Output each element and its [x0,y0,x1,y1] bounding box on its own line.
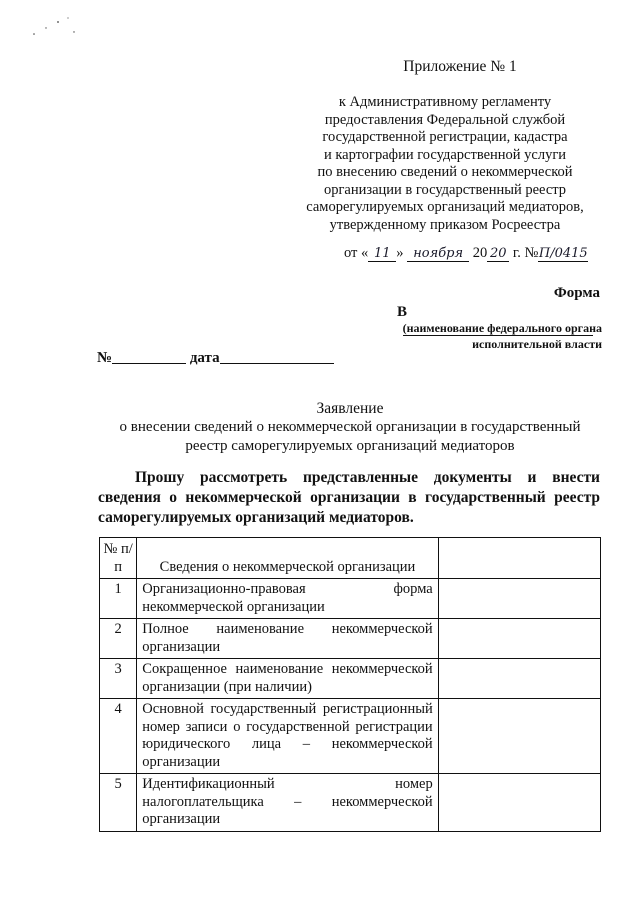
statement-subtitle [100,418,600,455]
order-month: ноября [407,246,469,262]
appendix-line: саморегулируемых организаций медиаторов, [306,199,584,215]
date-blank[interactable] [220,349,334,364]
order-day: 11 [368,246,396,262]
table-header-row [100,538,601,579]
row-value-cell[interactable] [438,699,600,774]
appendix-line: по внесению сведений о некоммерческой [317,164,573,180]
row-desc: Полное наименование некоммерческой организации [137,619,438,659]
row-desc: Основной государственный регистрационный номер записи о государственной регистрации юридического лица – некоммерческой организации [137,699,438,774]
organization-info-table [99,537,601,832]
row-value-cell[interactable] [438,774,600,832]
row-num: 1 [100,579,137,619]
addressee-prefix: В [397,304,408,320]
row-num: 2 [100,619,137,659]
table-row [100,619,601,659]
order-g: г. [512,245,521,261]
row-value-cell[interactable] [438,659,600,699]
row-desc: Организационно-правовая форма некоммерческой организации [137,579,438,619]
appendix-line: государственной регистрации, кадастра [322,129,568,145]
row-num: 4 [100,699,137,774]
table-row [100,579,601,619]
number-label: № [97,350,113,366]
addressee-hint [390,320,602,352]
table-row [100,699,601,774]
order-number: П/0415 [538,246,588,261]
appendix-title: Приложение № 1 [403,58,517,75]
row-num: 5 [100,774,137,832]
table-row [100,774,601,832]
row-desc: Сокращенное наименование некоммерческой организации (при наличии) [137,659,438,699]
number-blank[interactable] [112,349,186,364]
order-year-prefix: 20 [472,245,488,261]
statement-title: Заявление [316,400,384,417]
order-number-prefix: № [524,245,539,261]
appendix-line: утвержденному приказом Росреестра [329,216,561,233]
statement-subtitle-line: о внесении сведений о некоммерческой организации в государственный [119,419,581,435]
order-mid: » [396,245,404,261]
appendix-line: организации в государственный реестр [323,181,567,198]
number-date-row [97,349,334,367]
row-value-cell[interactable] [438,619,600,659]
row-value-cell[interactable] [438,579,600,619]
form-label: Форма [553,285,600,301]
addressee-hint-line: (наименование федерального органа [402,321,602,335]
header-value [438,538,600,579]
appendix-line: предоставления Федеральной службой [324,111,566,128]
appendix-reference [280,94,610,234]
statement-subtitle-line: реестр саморегулируемых организаций медиаторов [185,437,515,454]
scan-specks [28,12,88,42]
order-year-suffix: 20 [487,246,509,262]
order-date-number [344,245,624,262]
row-num: 3 [100,659,137,699]
header-num: № п/п [100,538,137,579]
appendix-line: к Административному регламенту [338,94,552,110]
order-prefix: от « [344,245,369,261]
header-desc: Сведения о некоммерческой организации [137,538,438,579]
addressee-hint-line: исполнительной власти [472,337,602,351]
table-row [100,659,601,699]
row-desc: Идентификационный номер налогоплательщика – некоммерческой организации [137,774,438,832]
request-paragraph: Прошу рассмотреть представленные документы и внести сведения о некоммерческой организации в государственный реестр саморегулируемых организаций медиаторов. [98,469,600,526]
date-label: дата [189,350,220,366]
appendix-line: и картографии государственной услуги [323,146,567,163]
